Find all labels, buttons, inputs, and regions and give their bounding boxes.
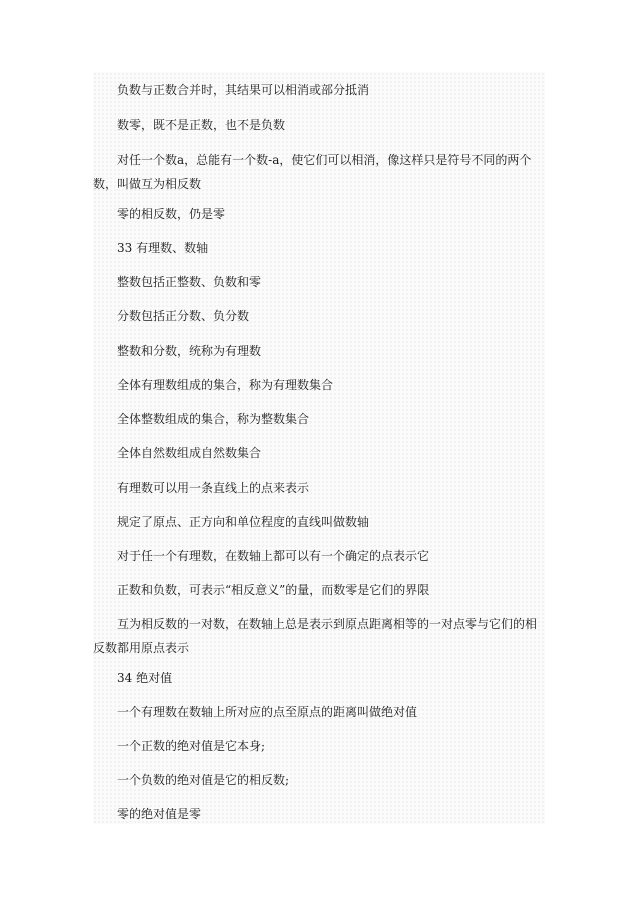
paragraph-9: 全体整数组成的集合，称为整数集合 bbox=[117, 412, 310, 426]
paragraph-11: 有理数可以用一条直线上的点来表示 bbox=[117, 481, 310, 495]
paragraph-16: 一个有理数在数轴上所对应的点至原点的距离叫做绝对值 bbox=[117, 705, 418, 719]
paragraph-10: 全体自然数组成自然数集合 bbox=[117, 446, 262, 460]
paragraph-12: 规定了原点、正方向和单位程度的直线叫做数轴 bbox=[117, 515, 370, 529]
paragraph-3: 对任一个数a，总能有一个数-a，使它们可以相消，像这样只是符号不同的两个数，叫做互为相反数 bbox=[93, 153, 532, 191]
paragraph-17: 一个正数的绝对值是它本身; bbox=[117, 739, 266, 753]
section-heading-34: 34 绝对值 bbox=[117, 671, 173, 685]
document-page bbox=[93, 72, 545, 824]
paragraph-2: 数零，既不是正数，也不是负数 bbox=[117, 118, 286, 132]
paragraph-14: 正数和负数，可表示“相反意义”的量，而数零是它们的界限 bbox=[117, 583, 430, 597]
paragraph-5: 整数包括正整数、负数和零 bbox=[117, 275, 262, 289]
section-heading-33: 33 有理数、数轴 bbox=[117, 241, 209, 255]
paragraph-18: 一个负数的绝对值是它的相反数; bbox=[117, 773, 290, 787]
paragraph-6: 分数包括正分数、负分数 bbox=[117, 309, 250, 323]
paragraph-1: 负数与正数合并时，其结果可以相消或部分抵消 bbox=[117, 83, 370, 97]
paragraph-13: 对于任一个有理数，在数轴上都可以有一个确定的点表示它 bbox=[117, 549, 430, 563]
paragraph-7: 整数和分数，统称为有理数 bbox=[117, 344, 262, 358]
paragraph-19: 零的绝对值是零 bbox=[117, 807, 202, 821]
paragraph-4: 零的相反数，仍是零 bbox=[117, 207, 226, 221]
paragraph-8: 全体有理数组成的集合，称为有理数集合 bbox=[117, 378, 334, 392]
paragraph-15: 互为相反数的一对数，在数轴上总是表示到原点距离相等的一对点零与它们的相反数都用原点表示 bbox=[93, 617, 538, 655]
